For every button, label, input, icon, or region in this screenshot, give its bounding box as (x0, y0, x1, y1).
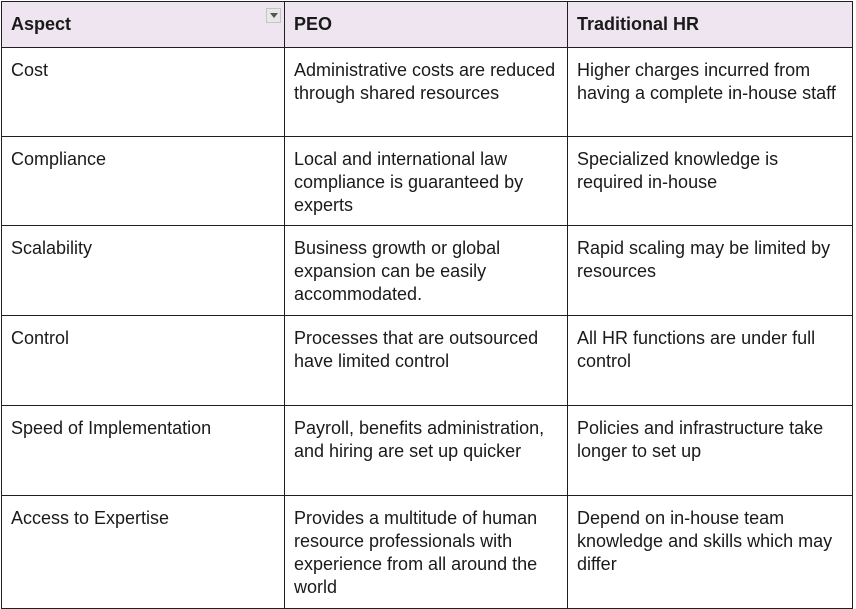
cell-traditional-hr: Specialized knowledge is required in-house (568, 137, 853, 226)
dropdown-filter-icon[interactable] (266, 8, 281, 23)
table-row (2, 496, 853, 609)
cell-peo: Business growth or global expansion can be easily accommodated. (285, 226, 568, 316)
header-label: Aspect (11, 14, 72, 34)
table-row (2, 406, 853, 496)
cell-aspect: Speed of Implementation (2, 406, 285, 496)
table-row (2, 316, 853, 406)
header-traditional-hr: Traditional HR (568, 2, 853, 48)
cell-peo: Provides a multitude of human resource professionals with experience from all around the world (285, 496, 568, 609)
cell-aspect: Cost (2, 48, 285, 137)
cell-traditional-hr: Policies and infrastructure take longer to set up (568, 406, 853, 496)
cell-peo: Local and international law compliance is guaranteed by experts (285, 137, 568, 226)
table-row (2, 48, 853, 137)
header-peo: PEO (285, 2, 568, 48)
cell-aspect: Compliance (2, 137, 285, 226)
table-row (2, 226, 853, 316)
comparison-table (1, 1, 853, 609)
cell-peo: Administrative costs are reduced through shared resources (285, 48, 568, 137)
cell-traditional-hr: All HR functions are under full control (568, 316, 853, 406)
cell-traditional-hr: Higher charges incurred from having a complete in-house staff (568, 48, 853, 137)
header-row (2, 2, 853, 48)
cell-peo: Payroll, benefits administration, and hiring are set up quicker (285, 406, 568, 496)
cell-aspect: Scalability (2, 226, 285, 316)
cell-traditional-hr: Rapid scaling may be limited by resources (568, 226, 853, 316)
cell-aspect: Control (2, 316, 285, 406)
table-row (2, 137, 853, 226)
cell-peo: Processes that are outsourced have limited control (285, 316, 568, 406)
cell-traditional-hr: Depend on in-house team knowledge and skills which may differ (568, 496, 853, 609)
header-aspect (2, 2, 285, 48)
cell-aspect: Access to Expertise (2, 496, 285, 609)
